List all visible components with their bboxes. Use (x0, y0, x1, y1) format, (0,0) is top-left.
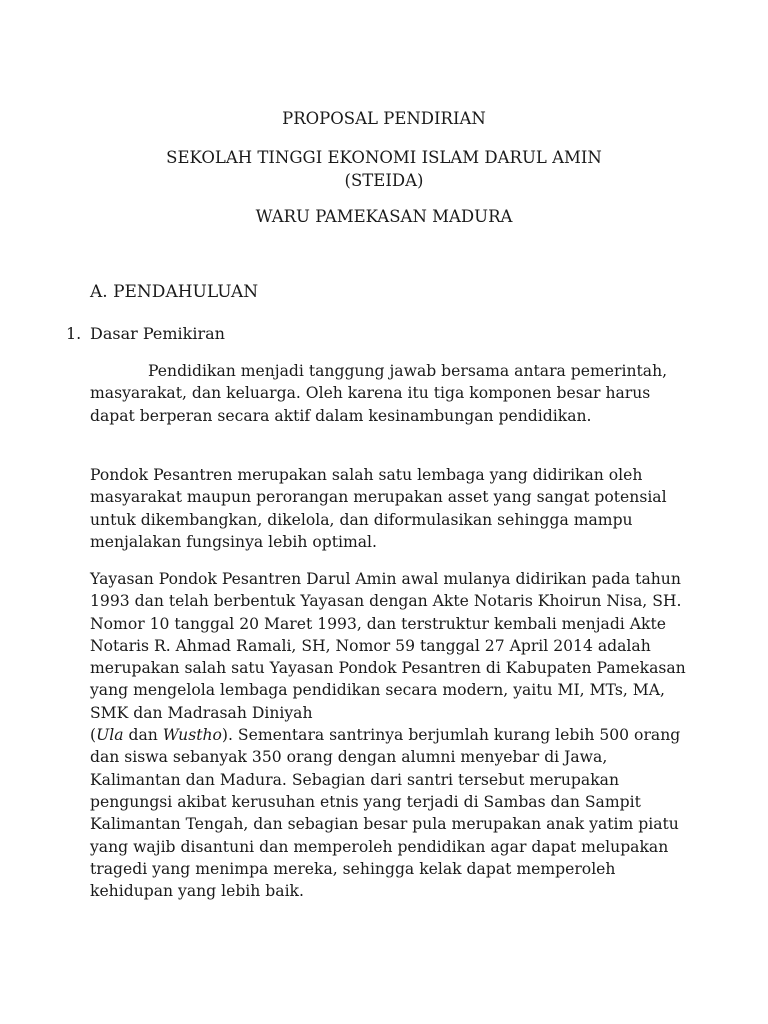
paragraph-2 (90, 464, 690, 553)
paragraph-3-text-b: ). Sementara santrinya berjumlah kurang lebih 500 orang dan siswa sebanyak 350 orang dengan alumni menyebar di Jawa, Kalimantan dan Madura. Sebagian dari santri tersebut merupakan pengungsi akibat kerusuhan etnis yang terjadi di Sambas dan Sampit Kalimantan Tengah, dan sebagian besar pula merupakan anak yatim piatu yang wajib disantuni dan memperoleh pendidikan agar dapat melupakan tragedi yang menimpa mereka, sehingga kelak dapat memperoleh kehidupan yang lebih baik. (90, 726, 681, 901)
title-line-2: SEKOLAH TINGGI EKONOMI ISLAM DARUL AMIN (166, 148, 602, 167)
title-line-3: (STEIDA) (344, 171, 424, 190)
title-line-1: PROPOSAL PENDIRIAN (282, 109, 486, 128)
paragraph-2-text: Pondok Pesantren merupakan salah satu lembaga yang didirikan oleh masyarakat maupun perorangan merupakan asset yang sangat potensial untuk dikembangkan, dikelola, dan diformulasikan sehingga mampu menjalakan fungsinya lebih optimal. (90, 466, 667, 551)
paragraph-3-wustho: Wustho (162, 726, 222, 745)
paragraph-1-text: Pendidikan menjadi tanggung jawab bersama antara pemerintah, masyarakat, dan keluarga. Oleh karena itu tiga komponen besar harus dapat berperan secara aktif dalam kesinambungan pendidikan. (90, 362, 668, 425)
paragraph-3-ula: Ula (96, 726, 124, 745)
list-item-label: Dasar Pemikiran (90, 324, 225, 343)
paragraph-3-open-paren: ( (90, 726, 97, 745)
paragraph-3-text-a: Yayasan Pondok Pesantren Darul Amin awal mulanya didirikan pada tahun 1993 dan telah berbentuk Yayasan dengan Akte Notaris Khoirun Nisa, SH. Nomor 10 tanggal 20 Maret 1993, dan terstruktur kembali menjadi Akte Notaris R. Ahmad Ramali, SH, Nomor 59 tanggal 27 April 2014 adalah merupakan salah satu Yayasan Pondok Pesantren di Kabupaten Pamekasan yang mengelola lembaga pendidikan secara modern, yaitu MI, MTs, MA, SMK dan Madrasah Diniyah (90, 570, 686, 722)
paragraph-1 (90, 360, 690, 427)
paragraph-3 (90, 568, 690, 902)
list-item-number: 1. (66, 324, 82, 343)
section-heading: A. PENDAHULUAN (90, 282, 259, 302)
title-line-4: WARU PAMEKASAN MADURA (255, 207, 513, 226)
list-item-dasar-pemikiran (66, 323, 225, 345)
paragraph-3-dan: dan (123, 726, 163, 745)
